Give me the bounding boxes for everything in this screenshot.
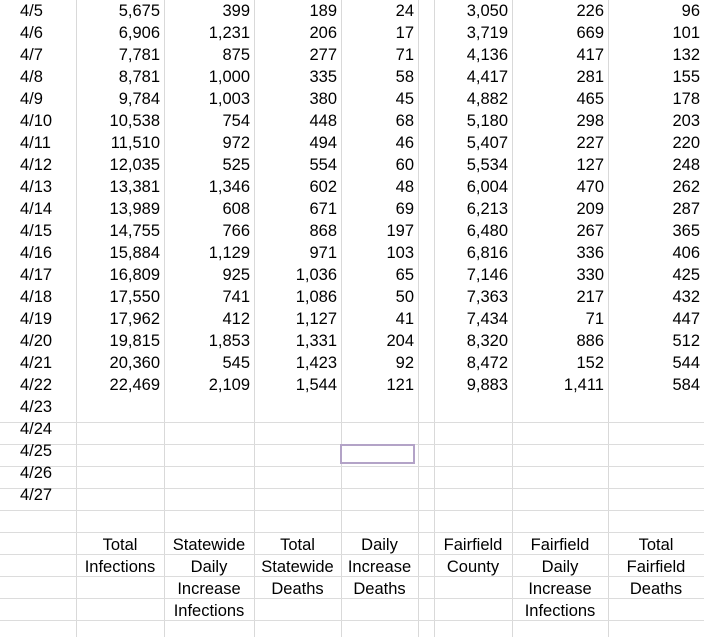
- statewide-daily-increase-cell[interactable]: 1,346: [208, 178, 250, 196]
- fairfield-daily-increase-cell[interactable]: 127: [576, 156, 604, 174]
- fairfield-county-cell[interactable]: 4,417: [466, 68, 508, 86]
- statewide-daily-increase-cell[interactable]: 972: [222, 134, 250, 152]
- total-deaths-cell[interactable]: 1,423: [295, 354, 337, 372]
- date-cell[interactable]: 4/19: [20, 310, 53, 328]
- daily-increase-deaths-cell[interactable]: 197: [386, 222, 414, 240]
- fairfield-county-cell[interactable]: [434, 418, 508, 440]
- date-cell[interactable]: 4/6: [20, 24, 43, 42]
- daily-increase-deaths-cell[interactable]: 204: [386, 332, 414, 350]
- fairfield-total-deaths-cell[interactable]: 203: [672, 112, 700, 130]
- fairfield-total-deaths-header[interactable]: Fairfield: [626, 558, 686, 576]
- fairfield-daily-increase-cell[interactable]: [512, 440, 604, 462]
- fairfield-county-cell[interactable]: 7,146: [466, 266, 508, 284]
- daily-increase-deaths-cell[interactable]: 41: [395, 310, 414, 328]
- daily-increase-deaths-cell[interactable]: 121: [386, 376, 414, 394]
- row-gridline: [0, 510, 704, 511]
- fairfield-total-deaths-cell[interactable]: 584: [672, 376, 700, 394]
- total-infections-cell[interactable]: 5,675: [118, 2, 160, 20]
- fairfield-county-cell[interactable]: 6,816: [466, 244, 508, 262]
- total-deaths-cell[interactable]: [254, 396, 337, 418]
- total-infections-header[interactable]: Total: [102, 536, 138, 554]
- statewide-daily-increase-header[interactable]: Daily: [190, 558, 228, 576]
- fairfield-total-deaths-cell[interactable]: 155: [672, 68, 700, 86]
- daily-increase-deaths-cell[interactable]: 69: [395, 200, 414, 218]
- statewide-daily-increase-cell[interactable]: [164, 484, 250, 506]
- fairfield-total-deaths-cell[interactable]: 248: [672, 156, 700, 174]
- row-gridline: [0, 532, 704, 533]
- fairfield-daily-increase-cell[interactable]: 71: [585, 310, 604, 328]
- daily-increase-deaths-cell[interactable]: [341, 462, 414, 484]
- fairfield-county-cell[interactable]: 3,719: [466, 24, 508, 42]
- fairfield-county-cell[interactable]: 7,363: [466, 288, 508, 306]
- statewide-daily-increase-cell[interactable]: 608: [222, 200, 250, 218]
- statewide-daily-increase-header[interactable]: Infections: [173, 602, 245, 620]
- statewide-daily-increase-cell[interactable]: 2,109: [208, 376, 250, 394]
- daily-increase-deaths-header[interactable]: Increase: [347, 558, 412, 576]
- total-deaths-cell[interactable]: 448: [309, 112, 337, 130]
- total-deaths-cell[interactable]: 494: [309, 134, 337, 152]
- statewide-daily-increase-cell[interactable]: 1,003: [208, 90, 250, 108]
- statewide-daily-increase-cell[interactable]: [164, 440, 250, 462]
- total-deaths-cell[interactable]: 971: [309, 244, 337, 262]
- date-cell[interactable]: 4/7: [20, 46, 43, 64]
- daily-increase-deaths-cell[interactable]: 92: [395, 354, 414, 372]
- daily-increase-deaths-cell[interactable]: 65: [395, 266, 414, 284]
- fairfield-daily-increase-cell[interactable]: [512, 418, 604, 440]
- statewide-daily-increase-cell[interactable]: 875: [222, 46, 250, 64]
- fairfield-total-deaths-cell[interactable]: 365: [672, 222, 700, 240]
- fairfield-county-cell[interactable]: 6,213: [466, 200, 508, 218]
- date-cell[interactable]: 4/23: [20, 398, 53, 416]
- daily-increase-deaths-cell[interactable]: 50: [395, 288, 414, 306]
- daily-increase-deaths-cell[interactable]: [341, 418, 414, 440]
- total-infections-cell[interactable]: 10,538: [109, 112, 160, 130]
- daily-increase-deaths-cell[interactable]: 46: [395, 134, 414, 152]
- total-deaths-cell[interactable]: 380: [309, 90, 337, 108]
- total-infections-cell[interactable]: 22,469: [109, 376, 160, 394]
- total-infections-cell[interactable]: 13,989: [109, 200, 160, 218]
- total-infections-cell[interactable]: 16,809: [109, 266, 160, 284]
- fairfield-daily-increase-header[interactable]: Increase: [528, 580, 592, 598]
- statewide-daily-increase-cell[interactable]: [164, 462, 250, 484]
- total-infections-cell[interactable]: [76, 418, 160, 440]
- total-deaths-cell[interactable]: 189: [309, 2, 337, 20]
- date-cell[interactable]: 4/20: [20, 332, 53, 350]
- date-cell[interactable]: 4/17: [20, 266, 53, 284]
- date-cell[interactable]: 4/18: [20, 288, 53, 306]
- date-cell[interactable]: 4/22: [20, 376, 53, 394]
- total-deaths-cell[interactable]: 277: [309, 46, 337, 64]
- daily-increase-deaths-cell[interactable]: [341, 396, 414, 418]
- daily-increase-deaths-cell[interactable]: [341, 484, 414, 506]
- fairfield-daily-increase-cell[interactable]: 298: [576, 112, 604, 130]
- fairfield-county-cell[interactable]: [434, 462, 508, 484]
- statewide-daily-increase-cell[interactable]: 925: [222, 266, 250, 284]
- fairfield-county-header[interactable]: Fairfield: [443, 536, 503, 554]
- fairfield-total-deaths-cell[interactable]: 447: [672, 310, 700, 328]
- statewide-daily-increase-cell[interactable]: 766: [222, 222, 250, 240]
- daily-increase-deaths-cell[interactable]: 17: [395, 24, 414, 42]
- daily-increase-deaths-header[interactable]: Deaths: [353, 580, 406, 598]
- fairfield-daily-increase-cell[interactable]: 226: [576, 2, 604, 20]
- statewide-daily-increase-cell[interactable]: 1,853: [208, 332, 250, 350]
- total-deaths-cell[interactable]: 335: [309, 68, 337, 86]
- fairfield-county-cell[interactable]: 9,883: [466, 376, 508, 394]
- total-infections-cell[interactable]: 12,035: [109, 156, 160, 174]
- date-cell[interactable]: 4/5: [20, 2, 43, 20]
- statewide-daily-increase-cell[interactable]: 754: [222, 112, 250, 130]
- fairfield-daily-increase-cell[interactable]: 465: [576, 90, 604, 108]
- statewide-daily-increase-header[interactable]: Statewide: [172, 536, 246, 554]
- total-infections-cell[interactable]: 19,815: [109, 332, 160, 350]
- fairfield-daily-increase-cell[interactable]: [512, 462, 604, 484]
- fairfield-daily-increase-cell[interactable]: 1,411: [563, 376, 604, 394]
- fairfield-county-cell[interactable]: 3,050: [466, 2, 508, 20]
- fairfield-daily-increase-cell[interactable]: 217: [576, 288, 604, 306]
- fairfield-total-deaths-cell[interactable]: [608, 462, 700, 484]
- fairfield-daily-increase-header[interactable]: Infections: [524, 602, 596, 620]
- total-deaths-cell[interactable]: 554: [309, 156, 337, 174]
- total-deaths-cell[interactable]: 1,127: [295, 310, 337, 328]
- statewide-daily-increase-cell[interactable]: 1,231: [208, 24, 250, 42]
- fairfield-total-deaths-cell[interactable]: 544: [672, 354, 700, 372]
- total-deaths-cell[interactable]: 1,331: [295, 332, 337, 350]
- fairfield-daily-increase-cell[interactable]: 281: [576, 68, 604, 86]
- total-infections-cell[interactable]: [76, 396, 160, 418]
- fairfield-county-cell[interactable]: 6,480: [466, 222, 508, 240]
- total-deaths-cell[interactable]: 1,036: [295, 266, 337, 284]
- total-infections-cell[interactable]: 17,550: [109, 288, 160, 306]
- selected-cell[interactable]: [340, 444, 415, 464]
- fairfield-daily-increase-header[interactable]: Fairfield: [530, 536, 590, 554]
- fairfield-daily-increase-cell[interactable]: 209: [576, 200, 604, 218]
- fairfield-daily-increase-cell[interactable]: [512, 396, 604, 418]
- total-infections-cell[interactable]: 20,360: [109, 354, 160, 372]
- fairfield-total-deaths-cell[interactable]: [608, 396, 700, 418]
- fairfield-county-cell[interactable]: 4,136: [466, 46, 508, 64]
- fairfield-total-deaths-cell[interactable]: 287: [672, 200, 700, 218]
- statewide-daily-increase-cell[interactable]: 1,129: [208, 244, 250, 262]
- fairfield-county-cell[interactable]: 5,407: [466, 134, 508, 152]
- daily-increase-deaths-cell[interactable]: 58: [395, 68, 414, 86]
- fairfield-county-cell[interactable]: 8,472: [466, 354, 508, 372]
- fairfield-total-deaths-cell[interactable]: 101: [672, 24, 700, 42]
- fairfield-county-cell[interactable]: 8,320: [466, 332, 508, 350]
- daily-increase-deaths-cell[interactable]: 48: [395, 178, 414, 196]
- date-cell[interactable]: 4/12: [20, 156, 53, 174]
- fairfield-daily-increase-cell[interactable]: [512, 484, 604, 506]
- daily-increase-deaths-cell[interactable]: 45: [395, 90, 414, 108]
- fairfield-daily-increase-cell[interactable]: 227: [576, 134, 604, 152]
- daily-increase-deaths-cell[interactable]: 71: [395, 46, 414, 64]
- fairfield-county-cell[interactable]: 5,534: [466, 156, 508, 174]
- fairfield-total-deaths-cell[interactable]: 512: [672, 332, 700, 350]
- fairfield-total-deaths-cell[interactable]: 96: [681, 2, 700, 20]
- date-cell[interactable]: 4/10: [20, 112, 53, 130]
- fairfield-total-deaths-cell[interactable]: 178: [672, 90, 700, 108]
- fairfield-daily-increase-cell[interactable]: 152: [576, 354, 604, 372]
- total-deaths-cell[interactable]: [254, 418, 337, 440]
- date-cell[interactable]: 4/9: [20, 90, 43, 108]
- total-deaths-cell[interactable]: [254, 484, 337, 506]
- total-deaths-cell[interactable]: [254, 462, 337, 484]
- statewide-daily-increase-header[interactable]: Increase: [177, 580, 241, 598]
- total-infections-cell[interactable]: 17,962: [109, 310, 160, 328]
- fairfield-county-cell[interactable]: [434, 396, 508, 418]
- fairfield-total-deaths-header[interactable]: Total: [638, 536, 674, 554]
- total-infections-cell[interactable]: 6,906: [118, 24, 160, 42]
- statewide-daily-increase-cell[interactable]: 399: [222, 2, 250, 20]
- total-infections-cell[interactable]: 9,784: [118, 90, 160, 108]
- fairfield-total-deaths-cell[interactable]: 262: [672, 178, 700, 196]
- fairfield-total-deaths-cell[interactable]: 425: [672, 266, 700, 284]
- total-deaths-cell[interactable]: 1,086: [295, 288, 337, 306]
- fairfield-daily-increase-cell[interactable]: 330: [576, 266, 604, 284]
- fairfield-county-header[interactable]: County: [446, 558, 500, 576]
- statewide-daily-increase-cell[interactable]: 741: [222, 288, 250, 306]
- fairfield-total-deaths-cell[interactable]: [608, 484, 700, 506]
- date-cell[interactable]: 4/27: [20, 486, 53, 504]
- fairfield-county-cell[interactable]: 7,434: [466, 310, 508, 328]
- total-deaths-header[interactable]: Deaths: [271, 580, 324, 598]
- date-cell[interactable]: 4/25: [20, 442, 53, 460]
- fairfield-total-deaths-cell[interactable]: [608, 418, 700, 440]
- statewide-daily-increase-cell[interactable]: [164, 418, 250, 440]
- total-deaths-header[interactable]: Total: [280, 536, 315, 554]
- fairfield-daily-increase-header[interactable]: Daily: [541, 558, 579, 576]
- total-deaths-cell[interactable]: [254, 440, 337, 462]
- fairfield-county-cell[interactable]: 6,004: [466, 178, 508, 196]
- fairfield-total-deaths-cell[interactable]: 432: [672, 288, 700, 306]
- fairfield-daily-increase-cell[interactable]: 417: [576, 46, 604, 64]
- fairfield-total-deaths-cell[interactable]: 220: [672, 134, 700, 152]
- column-gridline: [418, 0, 419, 637]
- fairfield-county-cell[interactable]: [434, 484, 508, 506]
- total-deaths-cell[interactable]: 206: [309, 24, 337, 42]
- total-infections-cell[interactable]: 13,381: [109, 178, 160, 196]
- statewide-daily-increase-cell[interactable]: [164, 396, 250, 418]
- fairfield-total-deaths-cell[interactable]: 132: [672, 46, 700, 64]
- total-infections-cell[interactable]: 11,510: [110, 134, 160, 152]
- fairfield-total-deaths-header[interactable]: Deaths: [629, 580, 683, 598]
- daily-increase-deaths-cell[interactable]: 68: [395, 112, 414, 130]
- daily-increase-deaths-cell[interactable]: 60: [395, 156, 414, 174]
- fairfield-daily-increase-cell[interactable]: 470: [576, 178, 604, 196]
- fairfield-county-cell[interactable]: 5,180: [466, 112, 508, 130]
- fairfield-total-deaths-cell[interactable]: [608, 440, 700, 462]
- fairfield-total-deaths-cell[interactable]: 406: [672, 244, 700, 262]
- fairfield-daily-increase-cell[interactable]: 669: [576, 24, 604, 42]
- total-deaths-cell[interactable]: 1,544: [295, 376, 337, 394]
- total-deaths-header[interactable]: Statewide: [261, 558, 334, 576]
- fairfield-daily-increase-cell[interactable]: 267: [576, 222, 604, 240]
- total-deaths-cell[interactable]: 671: [309, 200, 337, 218]
- total-infections-cell[interactable]: 7,781: [118, 46, 160, 64]
- statewide-daily-increase-cell[interactable]: 1,000: [208, 68, 250, 86]
- total-deaths-cell[interactable]: 602: [309, 178, 337, 196]
- daily-increase-deaths-cell[interactable]: 103: [386, 244, 414, 262]
- fairfield-daily-increase-cell[interactable]: 336: [576, 244, 604, 262]
- date-cell[interactable]: 4/16: [20, 244, 53, 262]
- total-deaths-cell[interactable]: 868: [309, 222, 337, 240]
- date-cell[interactable]: 4/8: [20, 68, 43, 86]
- fairfield-daily-increase-cell[interactable]: 886: [576, 332, 604, 350]
- date-cell[interactable]: 4/13: [20, 178, 53, 196]
- date-cell[interactable]: 4/14: [20, 200, 53, 218]
- statewide-daily-increase-cell[interactable]: 412: [222, 310, 250, 328]
- total-infections-cell[interactable]: [76, 484, 160, 506]
- total-infections-cell[interactable]: 14,755: [109, 222, 160, 240]
- total-infections-cell[interactable]: [76, 440, 160, 462]
- total-infections-cell[interactable]: 8,781: [118, 68, 160, 86]
- daily-increase-deaths-header[interactable]: Daily: [361, 536, 398, 554]
- date-cell[interactable]: 4/26: [20, 464, 53, 482]
- total-infections-header[interactable]: Infections: [84, 558, 156, 576]
- date-cell[interactable]: 4/24: [20, 420, 53, 438]
- total-infections-cell[interactable]: 15,884: [109, 244, 160, 262]
- date-cell[interactable]: 4/11: [20, 134, 51, 152]
- total-infections-cell[interactable]: [76, 462, 160, 484]
- statewide-daily-increase-cell[interactable]: 525: [222, 156, 250, 174]
- fairfield-county-cell[interactable]: 4,882: [466, 90, 508, 108]
- date-cell[interactable]: 4/21: [20, 354, 53, 372]
- statewide-daily-increase-cell[interactable]: 545: [222, 354, 250, 372]
- fairfield-county-cell[interactable]: [434, 440, 508, 462]
- daily-increase-deaths-cell[interactable]: 24: [395, 2, 414, 20]
- date-cell[interactable]: 4/15: [20, 222, 53, 240]
